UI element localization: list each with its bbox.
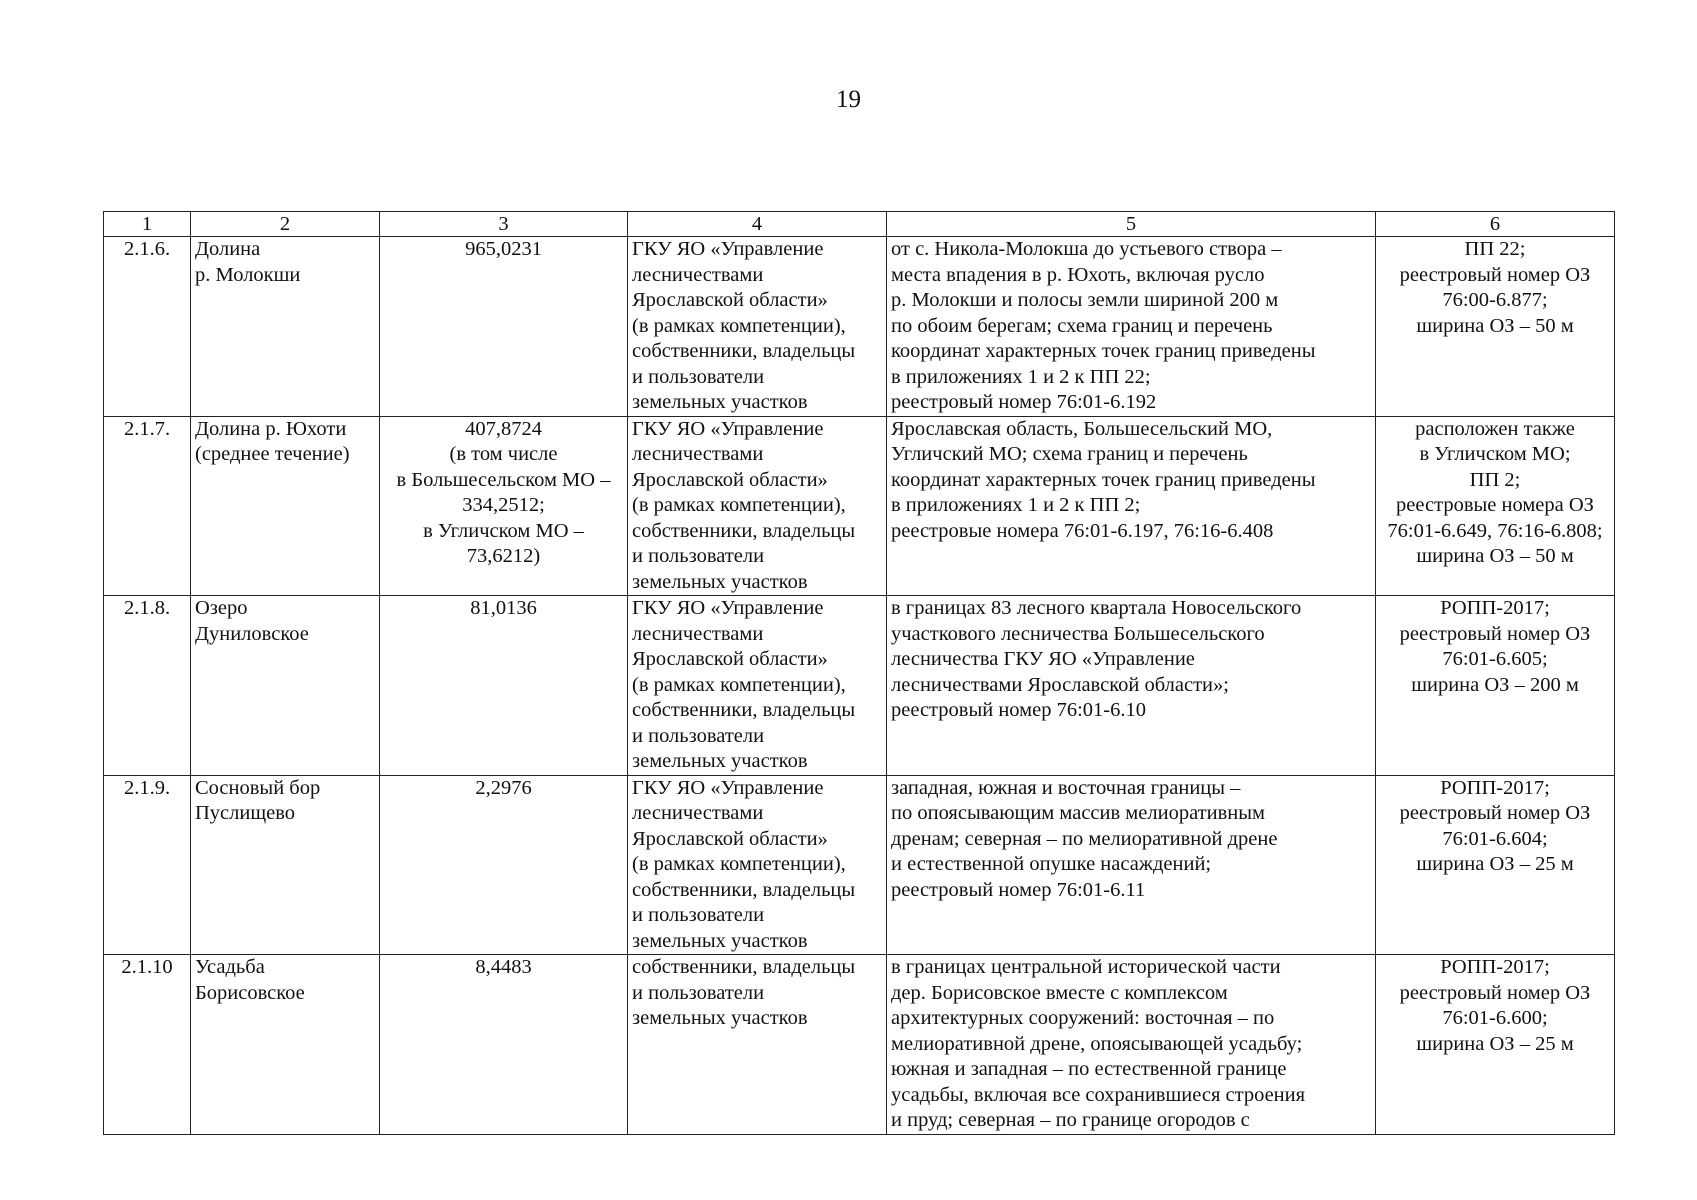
responsible-line: Ярославской области» (632, 289, 828, 311)
boundaries-line: мелиоративной дрене, опоясывающей усадьбу; (891, 1032, 1303, 1055)
notes-line: ширина ОЗ – 200 м (1411, 673, 1579, 696)
boundaries-line: усадьбы, включая все сохранившиеся строения (891, 1083, 1306, 1106)
area-cell (380, 596, 628, 776)
object-name-line: р. Молокши (195, 263, 301, 286)
area-line: 2,2976 (475, 776, 532, 799)
responsible-line: земельных участков (632, 1007, 808, 1029)
boundaries-line: по обоим берегам; схема границ и перечень (891, 314, 1273, 337)
responsible-line: земельных участков (632, 391, 808, 413)
table-row (104, 596, 1615, 776)
boundaries-line: от с. Никола-Молокша до устьевого створа – (891, 238, 1282, 260)
area-cell (380, 775, 628, 955)
notes-cell (1376, 416, 1615, 596)
page-number: 19 (836, 86, 861, 113)
boundaries-cell (887, 955, 1376, 1135)
boundaries-line: реестровый номер 76:01-6.10 (891, 699, 1146, 721)
notes-line: реестровый номер ОЗ (1399, 981, 1591, 1004)
row-number-cell: 2.1.8. (104, 596, 191, 776)
notes-line: реестровый номер ОЗ (1399, 263, 1591, 286)
notes-cell (1376, 955, 1615, 1135)
table-row (104, 955, 1615, 1135)
boundaries-line: по опоясывающим массив мелиоративным (891, 802, 1265, 824)
area-line: 407,8724 (465, 417, 542, 440)
object-name-line: Усадьба (195, 956, 265, 978)
responsible-line: и пользователи (632, 981, 765, 1004)
responsible-cell (628, 775, 887, 955)
responsible-line: собственники, владельцы (632, 956, 856, 978)
notes-line: реестровый номер ОЗ (1399, 802, 1591, 824)
responsible-line: и пользователи (632, 724, 765, 747)
responsible-line: ГКУ ЯО «Управление (632, 776, 824, 799)
notes-line: ширина ОЗ – 50 м (1416, 314, 1574, 337)
area-line: в Угличском МО – (423, 519, 584, 542)
responsible-line: земельных участков (632, 929, 808, 952)
notes-line: ширина ОЗ – 25 м (1416, 1032, 1574, 1055)
area-line: (в том числе (449, 443, 558, 465)
object-name-line: Дуниловское (195, 622, 309, 645)
boundaries-line: южная и западная – по естественной границе (891, 1058, 1287, 1080)
boundaries-line: в приложениях 1 и 2 к ПП 22; (891, 365, 1151, 388)
notes-cell (1376, 596, 1615, 776)
responsible-line: лесничествами (632, 263, 764, 286)
protected-areas-table (103, 211, 1615, 1135)
responsible-cell (628, 596, 887, 776)
area-cell (380, 237, 628, 417)
boundaries-line: дренам; северная – по мелиоративной дрене (891, 827, 1278, 850)
boundaries-cell (887, 237, 1376, 417)
notes-line: 76:01-6.605; (1442, 648, 1548, 670)
responsible-line: и пользователи (632, 545, 765, 567)
notes-line: РОПП-2017; (1440, 597, 1550, 619)
boundaries-cell (887, 775, 1376, 955)
table-row (104, 237, 1615, 417)
boundaries-line: реестровые номера 76:01-6.197, 76:16-6.408 (891, 519, 1274, 542)
column-header-6: 6 (1376, 212, 1615, 237)
responsible-line: Ярославской области» (632, 468, 828, 491)
area-line: 81,0136 (470, 597, 537, 619)
boundaries-line: р. Молокши и полосы земли шириной 200 м (891, 289, 1279, 311)
responsible-line: Ярославской области» (632, 648, 828, 670)
area-line: в Большесельском МО – (396, 468, 611, 491)
responsible-line: собственники, владельцы (632, 519, 856, 542)
boundaries-line: координат характерных точек границ приведены (891, 468, 1316, 491)
object-name-cell (191, 596, 380, 776)
responsible-cell (628, 955, 887, 1135)
notes-cell (1376, 237, 1615, 417)
boundaries-line: реестровый номер 76:01-6.192 (891, 391, 1157, 413)
boundaries-line: западная, южная и восточная границы – (891, 776, 1241, 799)
area-line: 334,2512; (462, 494, 545, 516)
boundaries-line: дер. Борисовское вместе с комплексом (891, 981, 1228, 1004)
notes-cell (1376, 775, 1615, 955)
column-header-3: 3 (380, 212, 628, 237)
column-header-5: 5 (887, 212, 1376, 237)
boundaries-line: и естественной опушке насаждений; (891, 853, 1212, 875)
table-body (104, 237, 1615, 1135)
row-number-cell: 2.1.10 (104, 955, 191, 1135)
responsible-line: земельных участков (632, 750, 808, 772)
area-cell (380, 955, 628, 1135)
object-name-line: Долина р. Юхоти (195, 417, 347, 440)
responsible-line: лесничествами (632, 802, 764, 824)
notes-line: реестровый номер ОЗ (1399, 622, 1591, 645)
responsible-line: лесничествами (632, 622, 764, 645)
boundaries-line: в приложениях 1 и 2 к ПП 2; (891, 494, 1141, 516)
column-header-1: 1 (104, 212, 191, 237)
notes-line: ПП 22; (1464, 238, 1526, 260)
responsible-line: и пользователи (632, 904, 765, 926)
object-name-cell (191, 416, 380, 596)
notes-line: в Угличском МО; (1419, 443, 1571, 465)
notes-line: 76:01-6.649, 76:16-6.808; (1387, 519, 1603, 542)
responsible-line: ГКУ ЯО «Управление (632, 597, 824, 619)
boundaries-line: в границах 83 лесного квартала Новосельского (891, 597, 1302, 619)
notes-line: ширина ОЗ – 50 м (1416, 545, 1574, 567)
object-name-line: Пуслищево (195, 802, 296, 824)
boundaries-cell (887, 416, 1376, 596)
responsible-line: собственники, владельцы (632, 340, 856, 362)
boundaries-line: координат характерных точек границ приведены (891, 340, 1316, 362)
object-name-line: Сосновый бор (195, 776, 321, 799)
object-name-line: Озеро (195, 597, 248, 619)
responsible-line: (в рамках компетенции), (632, 673, 846, 696)
boundaries-cell (887, 596, 1376, 776)
responsible-line: собственники, владельцы (632, 878, 856, 901)
table-row (104, 775, 1615, 955)
notes-line: 76:00-6.877; (1442, 289, 1548, 311)
table-row (104, 416, 1615, 596)
column-header-2: 2 (191, 212, 380, 237)
row-number-cell: 2.1.7. (104, 416, 191, 596)
notes-line: расположен также (1415, 417, 1575, 440)
responsible-line: (в рамках компетенции), (632, 494, 846, 516)
responsible-cell (628, 237, 887, 417)
object-name-line: (среднее течение) (195, 443, 350, 465)
area-cell (380, 416, 628, 596)
notes-line: РОПП-2017; (1440, 956, 1550, 978)
boundaries-line: и пруд; северная – по границе огородов с (891, 1109, 1250, 1131)
notes-line: 76:01-6.604; (1442, 827, 1548, 850)
boundaries-line: в границах центральной исторической части (891, 956, 1281, 978)
responsible-cell (628, 416, 887, 596)
notes-line: РОПП-2017; (1440, 776, 1550, 799)
notes-line: 76:01-6.600; (1442, 1007, 1548, 1029)
boundaries-line: Угличский МО; схема границ и перечень (891, 443, 1248, 465)
boundaries-line: Ярославская область, Большесельский МО, (891, 417, 1273, 440)
column-header-4: 4 (628, 212, 887, 237)
notes-line: реестровые номера ОЗ (1396, 494, 1594, 516)
table-header-row (104, 212, 1615, 237)
responsible-line: (в рамках компетенции), (632, 314, 846, 337)
boundaries-line: реестровый номер 76:01-6.11 (891, 878, 1146, 901)
object-name-line: Борисовское (195, 981, 305, 1004)
object-name-cell (191, 775, 380, 955)
row-number-cell: 2.1.9. (104, 775, 191, 955)
object-name-line: Долина (195, 238, 261, 260)
responsible-line: ГКУ ЯО «Управление (632, 238, 824, 260)
area-line: 965,0231 (465, 238, 542, 260)
responsible-line: (в рамках компетенции), (632, 853, 846, 875)
object-name-cell (191, 237, 380, 417)
boundaries-line: архитектурных сооружений: восточная – по (891, 1007, 1275, 1029)
responsible-line: и пользователи (632, 365, 765, 388)
object-name-cell (191, 955, 380, 1135)
responsible-line: лесничествами (632, 443, 764, 465)
notes-line: ПП 2; (1469, 468, 1521, 491)
responsible-line: Ярославской области» (632, 827, 828, 850)
area-line: 8,4483 (475, 956, 532, 978)
boundaries-line: места впадения в р. Юхоть, включая русло (891, 263, 1265, 286)
boundaries-line: лесничествами Ярославской области»; (891, 673, 1229, 696)
responsible-line: собственники, владельцы (632, 699, 856, 721)
notes-line: ширина ОЗ – 25 м (1416, 853, 1574, 875)
responsible-line: ГКУ ЯО «Управление (632, 417, 824, 440)
row-number-cell: 2.1.6. (104, 237, 191, 417)
boundaries-line: лесничества ГКУ ЯО «Управление (891, 648, 1195, 670)
area-line: 73,6212) (466, 545, 541, 567)
boundaries-line: участкового лесничества Большесельского (891, 622, 1265, 645)
responsible-line: земельных участков (632, 570, 808, 593)
